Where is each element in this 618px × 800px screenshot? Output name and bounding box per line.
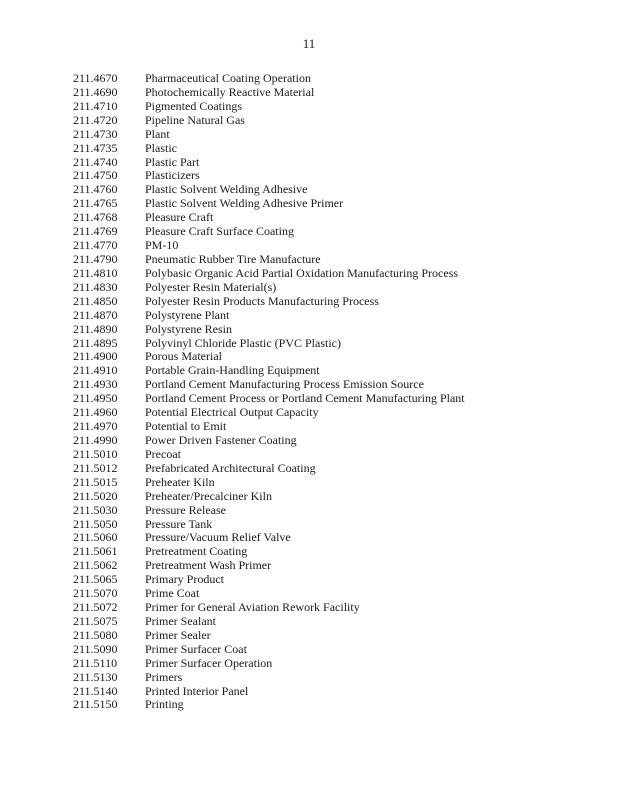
defined-term: Pleasure Craft (145, 210, 214, 225)
section-number: 211.4850 (73, 293, 118, 308)
defined-term: Prefabricated Architectural Coating (145, 460, 316, 475)
defined-term: Preheater Kiln (145, 474, 215, 489)
section-number: 211.5150 (73, 697, 118, 712)
defined-term: Pleasure Craft Surface Coating (145, 224, 294, 239)
defined-term: Polyvinyl Chloride Plastic (PVC Plastic) (145, 335, 342, 350)
defined-term: Plastic Solvent Welding Adhesive (145, 182, 308, 197)
defined-term: Polystyrene Plant (145, 307, 230, 322)
list-item (73, 601, 465, 615)
section-number: 211.4710 (73, 98, 118, 113)
defined-term: Polystyrene Resin (145, 321, 232, 336)
section-number: 211.5110 (73, 655, 118, 670)
list-item (73, 406, 465, 420)
list-item (73, 573, 465, 587)
section-number: 211.4730 (73, 126, 118, 141)
list-item (73, 615, 465, 629)
section-number: 211.4890 (73, 321, 118, 336)
section-number: 211.5070 (73, 586, 118, 601)
section-number: 211.4970 (73, 419, 118, 434)
list-item (73, 420, 465, 434)
section-number: 211.5090 (73, 641, 118, 656)
list-item (73, 337, 465, 351)
list-item (73, 434, 465, 448)
defined-term: Pretreatment Wash Primer (145, 558, 272, 573)
list-item (73, 114, 465, 128)
defined-term: Portland Cement Manufacturing Process Emission Source (145, 377, 424, 392)
list-item (73, 253, 465, 267)
section-number: 211.5062 (73, 558, 118, 573)
section-number: 211.5072 (73, 600, 118, 615)
defined-term: Printing (145, 697, 184, 712)
defined-term: Prime Coat (145, 586, 200, 601)
list-item (73, 629, 465, 643)
list-item (73, 156, 465, 170)
defined-term: Pigmented Coatings (145, 98, 242, 113)
list-item (73, 657, 465, 671)
section-number: 211.5140 (73, 683, 118, 698)
list-item (73, 504, 465, 518)
section-number: 211.5050 (73, 516, 118, 531)
section-number: 211.4895 (73, 335, 118, 350)
section-number: 211.5015 (73, 474, 118, 489)
defined-term: Photochemically Reactive Material (145, 84, 315, 99)
section-number: 211.4690 (73, 84, 118, 99)
section-number: 211.4770 (73, 238, 118, 253)
list-item (73, 476, 465, 490)
page-number: 11 (302, 36, 316, 51)
section-number: 211.5030 (73, 502, 118, 517)
list-item (73, 323, 465, 337)
section-number: 211.5010 (73, 446, 118, 461)
section-number: 211.5080 (73, 627, 118, 642)
defined-term: Printed Interior Panel (145, 683, 249, 698)
defined-term: Primary Product (145, 572, 224, 587)
section-number: 211.5130 (73, 669, 118, 684)
section-number: 211.4790 (73, 251, 118, 266)
section-number: 211.4765 (73, 196, 118, 211)
list-item (73, 267, 465, 281)
defined-term: Primer for General Aviation Rework Facility (145, 600, 360, 615)
defined-term: Polybasic Organic Acid Partial Oxidation Manufacturing Process (145, 265, 459, 280)
defined-term: Pipeline Natural Gas (145, 112, 245, 127)
list-item (73, 169, 465, 183)
list-item (73, 671, 465, 685)
list-item (73, 531, 465, 545)
list-item (73, 545, 465, 559)
section-number: 211.4950 (73, 391, 118, 406)
defined-term: Plant (145, 126, 170, 141)
list-item (73, 698, 465, 712)
section-number: 211.4735 (73, 140, 118, 155)
defined-term: Primer Surfacer Coat (145, 641, 247, 656)
section-number: 211.4900 (73, 349, 118, 364)
defined-term: Polyester Resin Material(s) (145, 279, 277, 294)
defined-term: Portable Grain-Handling Equipment (145, 363, 320, 378)
section-number: 211.5075 (73, 613, 118, 628)
list-item (73, 378, 465, 392)
section-number: 211.4910 (73, 363, 118, 378)
list-item (73, 295, 465, 309)
list-item (73, 462, 465, 476)
definitions-list (73, 72, 465, 712)
list-item (73, 392, 465, 406)
section-number: 211.4760 (73, 182, 118, 197)
defined-term: Pharmaceutical Coating Operation (145, 71, 311, 85)
defined-term: Primers (145, 669, 183, 684)
section-number: 211.4670 (73, 71, 118, 85)
defined-term: Pressure/Vacuum Relief Valve (145, 530, 291, 545)
defined-term: Pressure Tank (145, 516, 213, 531)
section-number: 211.4830 (73, 279, 118, 294)
defined-term: Potential to Emit (145, 419, 227, 434)
section-number: 211.4750 (73, 168, 118, 183)
list-item (73, 128, 465, 142)
section-number: 211.4870 (73, 307, 118, 322)
defined-term: Primer Sealer (145, 627, 211, 642)
defined-term: Polyester Resin Products Manufacturing Process (145, 293, 379, 308)
section-number: 211.5061 (73, 544, 118, 559)
list-item (73, 559, 465, 573)
section-number: 211.4720 (73, 112, 118, 127)
defined-term: Porous Material (145, 349, 222, 364)
section-number: 211.4769 (73, 224, 118, 239)
list-item (73, 643, 465, 657)
list-item (73, 72, 465, 86)
list-item (73, 100, 465, 114)
defined-term: Potential Electrical Output Capacity (145, 405, 319, 420)
defined-term: Pretreatment Coating (145, 544, 248, 559)
section-number: 211.4990 (73, 432, 118, 447)
section-number: 211.4740 (73, 154, 118, 169)
list-item (73, 86, 465, 100)
section-number: 211.4930 (73, 377, 118, 392)
defined-term: Plastic Part (145, 154, 200, 169)
defined-term: Pressure Release (145, 502, 226, 517)
defined-term: Precoat (145, 446, 181, 461)
section-number: 211.5060 (73, 530, 118, 545)
list-item (73, 211, 465, 225)
defined-term: PM-10 (145, 238, 179, 253)
list-item (73, 587, 465, 601)
list-item (73, 239, 465, 253)
defined-term: Power Driven Fastener Coating (145, 432, 297, 447)
list-item (73, 490, 465, 504)
defined-term: Plastic (145, 140, 177, 155)
list-item (73, 685, 465, 699)
list-item (73, 225, 465, 239)
list-item (73, 197, 465, 211)
list-item (73, 518, 465, 532)
list-item (73, 142, 465, 156)
defined-term: Primer Surfacer Operation (145, 655, 273, 670)
section-number: 211.4768 (73, 210, 118, 225)
defined-term: Portland Cement Process or Portland Cement Manufacturing Plant (145, 391, 465, 406)
defined-term: Primer Sealant (145, 613, 216, 628)
defined-term: Plastic Solvent Welding Adhesive Primer (145, 196, 344, 211)
defined-term: Preheater/Precalciner Kiln (145, 488, 272, 503)
list-item (73, 350, 465, 364)
section-number: 211.4810 (73, 265, 118, 280)
list-item (73, 281, 465, 295)
defined-term: Pneumatic Rubber Tire Manufacture (145, 251, 321, 266)
list-item (73, 309, 465, 323)
defined-term: Plasticizers (145, 168, 200, 183)
list-item (73, 448, 465, 462)
section-number: 211.5065 (73, 572, 118, 587)
section-number: 211.5012 (73, 460, 118, 475)
section-number: 211.4960 (73, 405, 118, 420)
list-item (73, 183, 465, 197)
section-number: 211.5020 (73, 488, 118, 503)
list-item (73, 364, 465, 378)
